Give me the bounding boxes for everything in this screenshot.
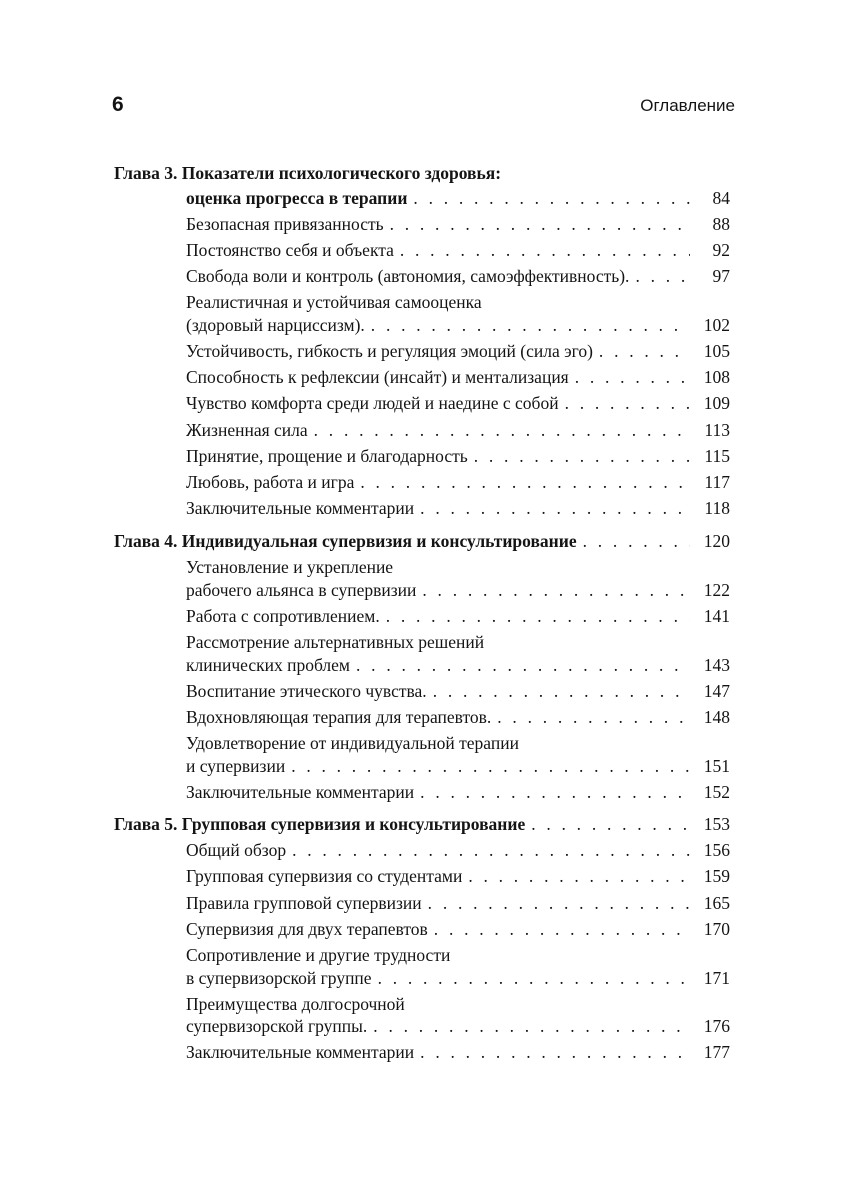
- entry-title: Устойчивость, гибкость и регуляция эмоций (сила эго): [186, 341, 593, 361]
- dot-leader: [186, 339, 690, 363]
- page-ref: 151: [703, 755, 730, 776]
- dot-leader: [186, 864, 690, 888]
- entry-title: Воспитание этического чувства.: [186, 680, 427, 701]
- page-ref: 120: [703, 531, 730, 551]
- page-ref: 115: [704, 445, 730, 466]
- entry-title: Заключительные комментарии: [186, 498, 415, 519]
- dot-leader: [186, 780, 690, 804]
- toc-entry: [0, 238, 849, 262]
- page-ref: 122: [703, 579, 730, 600]
- entry-title: Рассмотрение альтернативных решений: [186, 632, 485, 653]
- page-ref: 170: [703, 918, 730, 939]
- toc-entry-cont: [0, 653, 849, 677]
- chapter-title: Глава 3. Показатели психологического здоровья:: [114, 163, 502, 183]
- dot-leader: [186, 238, 690, 262]
- toc-entry: [0, 731, 849, 755]
- toc-entry-cont: [0, 578, 849, 602]
- dot-leader: [114, 529, 690, 553]
- dot-leader: [186, 1014, 690, 1038]
- toc-entry: [0, 264, 849, 288]
- toc-entry: [0, 290, 849, 314]
- page-ref: 177: [703, 1042, 730, 1063]
- page-ref: 105: [703, 341, 730, 361]
- toc-entry: [0, 339, 849, 363]
- dot-leader: [186, 391, 690, 415]
- dot-leader: [186, 679, 690, 703]
- toc-entry: [0, 604, 849, 628]
- dot-leader: [186, 754, 690, 778]
- entry-title: Глава 4. Индивидуальная супервизия и консультирование: [114, 531, 577, 551]
- entry-title: рабочего альянса в супервизии: [186, 579, 417, 600]
- page-ref: 102: [703, 314, 730, 335]
- chapter-heading: [0, 161, 849, 185]
- dot-leader: [186, 212, 690, 236]
- dot-leader: [186, 1040, 690, 1064]
- entry-title: Постоянство себя и объекта: [186, 239, 394, 260]
- page-ref: 153: [703, 814, 730, 834]
- page-ref: 165: [703, 892, 730, 913]
- dot-leader: [186, 653, 690, 677]
- toc-entry: [0, 1040, 849, 1064]
- toc-entry-cont: [0, 1014, 849, 1038]
- toc-entry-cont: [0, 313, 849, 337]
- entry-title: клинических проблем: [186, 654, 351, 675]
- toc-entry: [0, 705, 849, 729]
- entry-title: Работа с сопротивлением.: [186, 605, 380, 626]
- entry-title: Способность к рефлексии (инсайт) и ментализация: [186, 367, 569, 388]
- toc-entry: [0, 212, 849, 236]
- page-ref: 159: [703, 866, 730, 887]
- page-ref: 84: [712, 187, 730, 208]
- entry-title: Реалистичная и устойчивая самооценка: [186, 292, 482, 313]
- toc-entry: [0, 555, 849, 579]
- entry-title: Правила групповой супервизии: [186, 892, 422, 913]
- entry-title: Принятие, прощение и благодарность: [186, 445, 468, 466]
- toc-entry: [0, 838, 849, 862]
- entry-title: Групповая супервизия со студентами: [186, 866, 463, 887]
- page-ref: 109: [703, 393, 730, 414]
- chapter-heading-cont: [0, 186, 849, 210]
- page-ref: 92: [712, 239, 730, 260]
- dot-leader: [186, 891, 690, 915]
- toc-entry: [0, 780, 849, 804]
- dot-leader: [186, 444, 690, 468]
- dot-leader: [186, 604, 690, 628]
- dot-leader: [186, 365, 690, 389]
- entry-title: (здоровый нарциссизм).: [186, 314, 365, 335]
- toc-entry: [0, 864, 849, 888]
- chapter-heading: [0, 812, 849, 836]
- page-ref: 171: [703, 967, 730, 988]
- entry-title: Сопротивление и другие трудности: [186, 945, 451, 965]
- page-ref: 143: [703, 654, 730, 675]
- entry-title: оценка прогресса в терапии: [186, 187, 408, 208]
- dot-leader: [186, 705, 690, 729]
- dot-leader: [186, 917, 690, 941]
- entry-title: супервизорской группы.: [186, 1016, 368, 1037]
- entry-title: Заключительные комментарии: [186, 781, 415, 802]
- toc-entry-cont: [0, 754, 849, 778]
- toc-entry-cont: [0, 966, 849, 990]
- page-ref: 176: [703, 1016, 730, 1037]
- page-ref: 147: [703, 680, 730, 701]
- toc-entry: [0, 470, 849, 494]
- page-number: 6: [112, 93, 124, 116]
- toc-entry: [0, 917, 849, 941]
- page-ref: 118: [704, 498, 730, 519]
- page-ref: 117: [704, 472, 730, 492]
- toc-entry: [0, 365, 849, 389]
- toc-entry: [0, 496, 849, 520]
- page-ref: 156: [703, 840, 730, 861]
- page-ref: 97: [712, 266, 730, 287]
- page-ref: 113: [704, 419, 730, 440]
- dot-leader: [114, 812, 690, 836]
- dot-leader: [186, 838, 690, 862]
- toc-entry: [0, 418, 849, 442]
- entry-title: Общий обзор: [186, 840, 287, 861]
- toc-entry: [0, 943, 849, 967]
- entry-title: Супервизия для двух терапевтов: [186, 918, 428, 939]
- dot-leader: [186, 966, 690, 990]
- page-ref: 141: [703, 605, 730, 626]
- entry-title: Любовь, работа и игра: [186, 472, 355, 492]
- entry-title: Удовлетворение от индивидуальной терапии: [186, 733, 519, 754]
- dot-leader: [186, 264, 690, 288]
- toc-entry: [0, 444, 849, 468]
- entry-title: и супервизии: [186, 755, 286, 776]
- chapter-heading: [0, 529, 849, 553]
- page-ref: 108: [703, 367, 730, 388]
- dot-leader: [186, 578, 690, 602]
- entry-title: Вдохновляющая терапия для терапевтов.: [186, 707, 492, 727]
- page-ref: 152: [703, 781, 730, 802]
- toc-entry: [0, 891, 849, 915]
- entry-title: Глава 5. Групповая супервизия и консультирование: [114, 814, 526, 834]
- toc-entry: [0, 630, 849, 654]
- dot-leader: [186, 418, 690, 442]
- entry-title: Свобода воли и контроль (автономия, самоэффективность).: [186, 266, 630, 287]
- page-ref: 88: [712, 213, 730, 234]
- toc-entry: [0, 679, 849, 703]
- entry-title: Преимущества долгосрочной: [186, 993, 405, 1014]
- dot-leader: [186, 313, 690, 337]
- dot-leader: [186, 186, 690, 210]
- running-head: Оглавление: [640, 96, 735, 115]
- entry-title: Чувство комфорта среди людей и наедине с собой: [186, 393, 559, 414]
- entry-title: Безопасная привязанность: [186, 213, 384, 234]
- dot-leader: [186, 496, 690, 520]
- dot-leader: [186, 470, 690, 494]
- page-ref: 148: [703, 707, 730, 727]
- entry-title: в супервизорской группе: [186, 967, 372, 988]
- entry-title: Жизненная сила: [186, 419, 308, 440]
- entry-title: Установление и укрепление: [186, 557, 394, 578]
- toc-entry: [0, 391, 849, 415]
- toc-entry: [0, 992, 849, 1016]
- entry-title: Заключительные комментарии: [186, 1042, 415, 1063]
